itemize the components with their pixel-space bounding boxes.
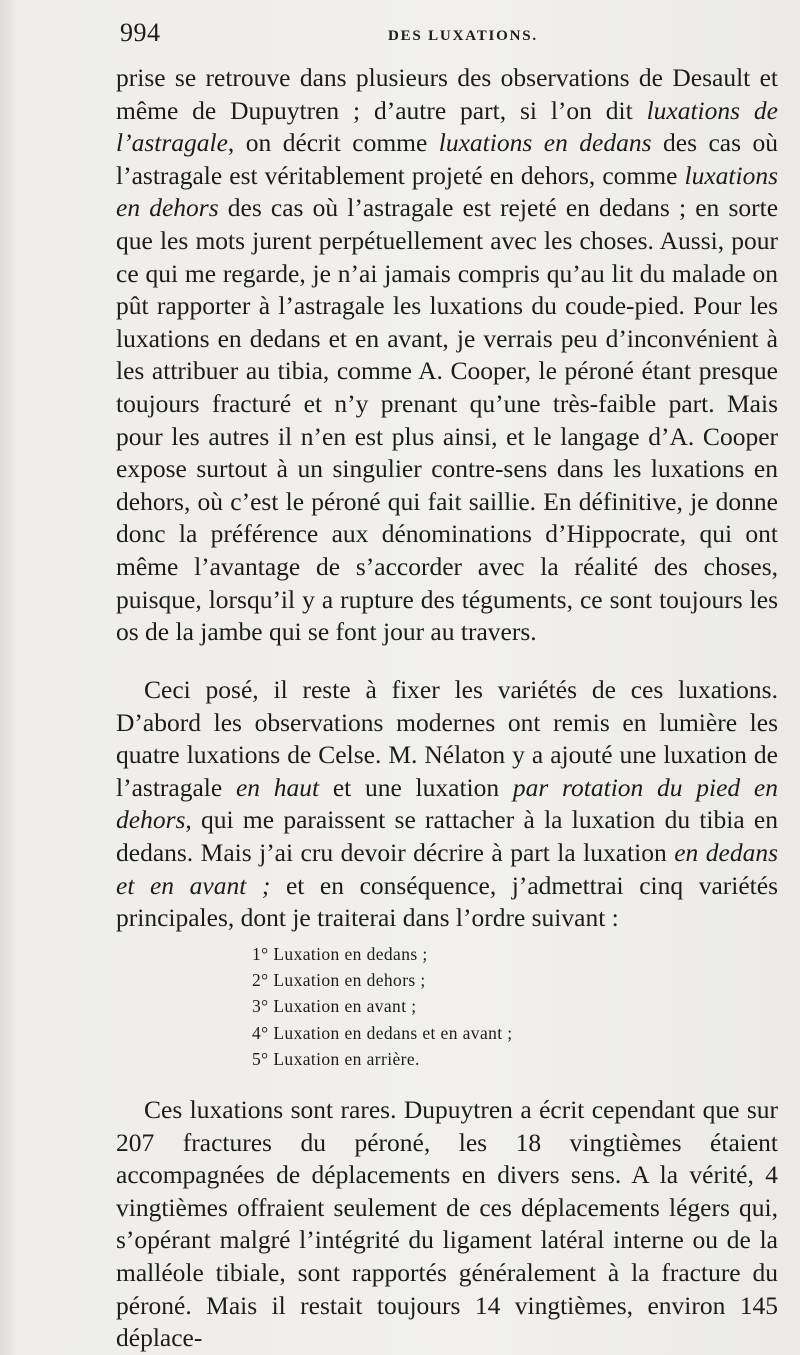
text-run: Ceci posé, il reste à fixer les variétés de ces luxations. D’abord les observations modernes ont remis en lumière les quatre luxations de Celse. M. Nélaton y a ajouté une luxation de l’astragale (116, 675, 778, 802)
list-item: 4° Luxation en dedans et en avant ; (252, 1022, 513, 1043)
text-run: et en conséquence, j’admettrai cinq variétés principales, dont je traiterai dans l’ordre suivant : (116, 870, 778, 933)
list-item: 2° Luxation en dehors ; (252, 970, 426, 991)
paragraph-3 (116, 1094, 778, 1355)
text-run: des cas où l’astragale est véritablement projeté en dehors, comme (116, 128, 778, 190)
page-header (120, 14, 780, 54)
text-run: prise se retrouve dans plusieurs des observations de Desault et même de Dupuytren ; d’autre part, si l’on dit (116, 63, 778, 125)
list-item: 3° Luxation en avant ; (252, 996, 417, 1017)
italic-text: par rotation du pied en dehors (116, 772, 778, 835)
luxation-variety-list (252, 941, 672, 1072)
list-item: 1° Luxation en dedans ; (252, 944, 428, 964)
list-item: 5° Luxation en arrière. (252, 1048, 420, 1069)
text-run: , qui me paraissent se rattacher à la luxation du tibia en dedans. Mais j’ai cru devoir décrire à part la luxation (116, 805, 778, 867)
italic-text: luxations de l’astragale (116, 95, 778, 158)
text-run: des cas où l’astragale est rejeté en dedans ; en sorte que les mots jurent perpétuellement avec les choses. Aussi, pour ce qui me regarde, je n’ai jamais compris qu’au lit du malade on pût rapporter à l’astragale les luxations du coude-pied. Pour les luxations en dedans et en avant, je verrais peu d’inconvénient à les attribuer au tibia, comme A. Cooper, le péroné étant presque toujours fracturé et n’y prenant qu’une très-faible part. Mais pour les autres il n’en est plus ainsi, et le langage d’A. Cooper expose surtout à un singulier contre-sens dans les luxations en dehors, où c’est le péroné qui fait saillie. En définitive, je donne donc la préférence aux dénominations d’Hippocrate, qui ont même l’avantage de s’accorder avec la réalité des choses, puisque, lorsqu’il y a rupture des téguments, ce sont toujours les os de la jambe qui se font jour au travers. (116, 193, 779, 647)
italic-text: luxations en dehors (116, 160, 778, 223)
text-run: et une luxation (319, 772, 513, 802)
italic-text: luxations en dedans (438, 128, 652, 158)
page-number: 994 (120, 18, 161, 47)
italic-text: en haut (235, 772, 320, 802)
paragraph-3-text: Ces luxations sont rares. Dupuytren a écrit cependant que sur 207 fractures du péroné, les 18 vingtièmes étaient accompagnées de déplacements en divers sens. A la vérité, 4 vingtièmes offraient seulement de ces déplacements légers qui, s’opérant malgré l’intégrité du ligament latéral interne ou de la malléole tibiale, sont rapportés généralement à la fracture du péroné. Mais il restait toujours 14 vingtièmes, environ 145 déplace- (116, 1095, 778, 1353)
paragraph-2 (116, 674, 778, 935)
italic-text: en dedans et en avant ; (116, 837, 778, 900)
paragraph-1 (116, 62, 778, 649)
text-run: , on décrit comme (227, 128, 439, 158)
running-head: DES LUXATIONS. (388, 28, 538, 44)
